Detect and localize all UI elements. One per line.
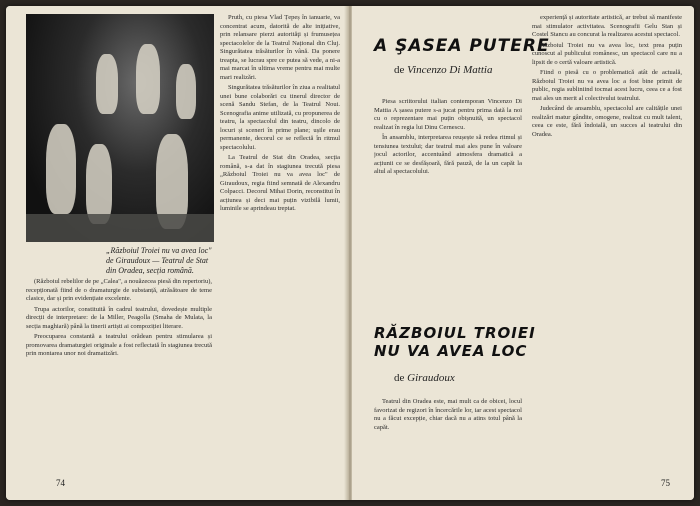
photo-caption: „Războiul Troiei nu va avea loc" de Giraudoux — Teatrul de Stat din Oradea, secția română.: [106, 246, 212, 275]
paragraph: Teatrul din Oradea este, mai mult ca de obicei, locul favorizat de regizori în încercările lor, iar acest spectacol nu a făcut excepție, chiar dacă nu a atins totul până la capăt.: [374, 398, 522, 431]
paragraph: experiență și autoritate artistică, ar trebui să manifeste mai stimulator activitatea. Scenografii Gelu Stan și Costel Stancu au concurat la realizarea acestui spectacol.: [532, 14, 682, 38]
paragraph: Fiind o piesă cu o problematică atât de actuală, Războiul Troiei nu va avea loc a fost bine primit de public, regia subliniind tocmai acest lucru, ceea ce a fost mai ales un merit al colectivului teatrului.: [532, 69, 682, 102]
paragraph: Piesa scriitorului italian contemporan Vincenzo Di Mattia A șasea putere s-a jucat pentru prima dată la noi cu o reprezentare mai puțin obișnuită, un spectacol realizat în regia lui Dinu Cernescu.: [374, 98, 522, 131]
paragraph: În ansamblu, interpretarea reușește să redea ritmul și tensiunea textului; dar teatrul mai ales pune în valoare jocul actorilor, accentuând atmosfera dramatică a acțiunii ce se desfășoară, fără pauză, de la un capăt la altul al spectacolului.: [374, 134, 522, 175]
article-title-2: RĂZBOIUL TROIEI NU VA AVEA LOC: [374, 324, 536, 360]
paragraph: Preocuparea constantă a teatrului orădean pentru stimularea și promovarea dramaturgiei originale a fost reflectată în stagiunea trecută prin montarea unor noi dramatizări.: [26, 333, 212, 357]
paragraph: Trupa actorilor, constituită în cadrul teatrului, dovedește multiple direcții de interpretare: de la Miller, Peagolla (Smaha de Mulata, la secția maghiară) până la tinerii artiști ai compoziției literare.: [26, 305, 212, 330]
article-title-1: A ŞASEA PUTERE: [374, 36, 550, 56]
author-name: Giraudoux: [407, 372, 455, 384]
paragraph: (Războiul rebelilor de pe „Calea", a nouăzecea piesă din repertoriu), recepționată fiind de o dramaturgie de substanță, atrăsătoare de teme clasice, dar și prin evidențiate excelente.: [26, 278, 212, 302]
paragraph: Singurătatea trăsăturilor în ziua a realitatul unei bune colaborări cu tinerul director de scenă Sandu Stefan, de la Teatrul Noui. Scenografia anime utilizată, cu propunerea de teatru, la spectacolul din teatru, dincolo de locuri și sceneri în prime plane; ușile erau permanente, decorul ce se reflectă în ritmul spectacolului.: [220, 84, 340, 151]
right-page: [352, 6, 694, 500]
paragraph: Războiul Troiei nu va avea loc, text prea puțin cunoscut al publicului românesc, un spectacol care nu a lipsit de o certă valoare artistică.: [532, 41, 682, 66]
paragraph: Pruth, cu piesa Vlad Țepeș în ianuarie, va concentrat acum, datorită de alte inițiative, prin relansare pierzi autorităţi și frumusețea spectacolelor de la Teatrul Național din Cluj. Singurătatea trăsăturilor în vână. Da ponere treapta, se lucrau spre ce putea să vede, a ni-a mai marcat în ultima vreme pentru mai multe mari realizări.: [220, 14, 340, 81]
left-page: [6, 6, 348, 500]
text-column-mid-lower: [374, 398, 522, 460]
text-column-right: [220, 14, 340, 454]
text-column-left: [26, 278, 212, 463]
page-number-right: 75: [661, 478, 670, 488]
paragraph: La Teatrul de Stat din Oradea, secția română, s-a dat în stagiunea trecută piesa „Războiul Troiei nu va avea loc" de Giraudoux, regia fiind semnată de Alexandru Colpacci. Decorul Mihai Dorin, reconstitui în acțiunea și deci mai puțin vizibilă lumii, luminile se aprindeau treptat.: [220, 154, 340, 212]
author-name: Vincenzo Di Mattia: [407, 64, 493, 76]
article-byline-1: de Vincenzo Di Mattia: [394, 64, 493, 76]
book-spread: [6, 6, 694, 500]
article-byline-2: de Giraudoux: [394, 372, 455, 384]
text-column-right: [532, 14, 682, 460]
stage-photo: [26, 14, 214, 242]
paragraph: Judecând de ansamblu, spectacolul are calitățile unei realizări matur gândite, omogene, realizat cu mult talent, ceea ce este, fără îndoială, un succes al teatrului din Oradea.: [532, 105, 682, 138]
text-column-mid: [374, 98, 522, 298]
page-number-left: 74: [56, 478, 65, 488]
